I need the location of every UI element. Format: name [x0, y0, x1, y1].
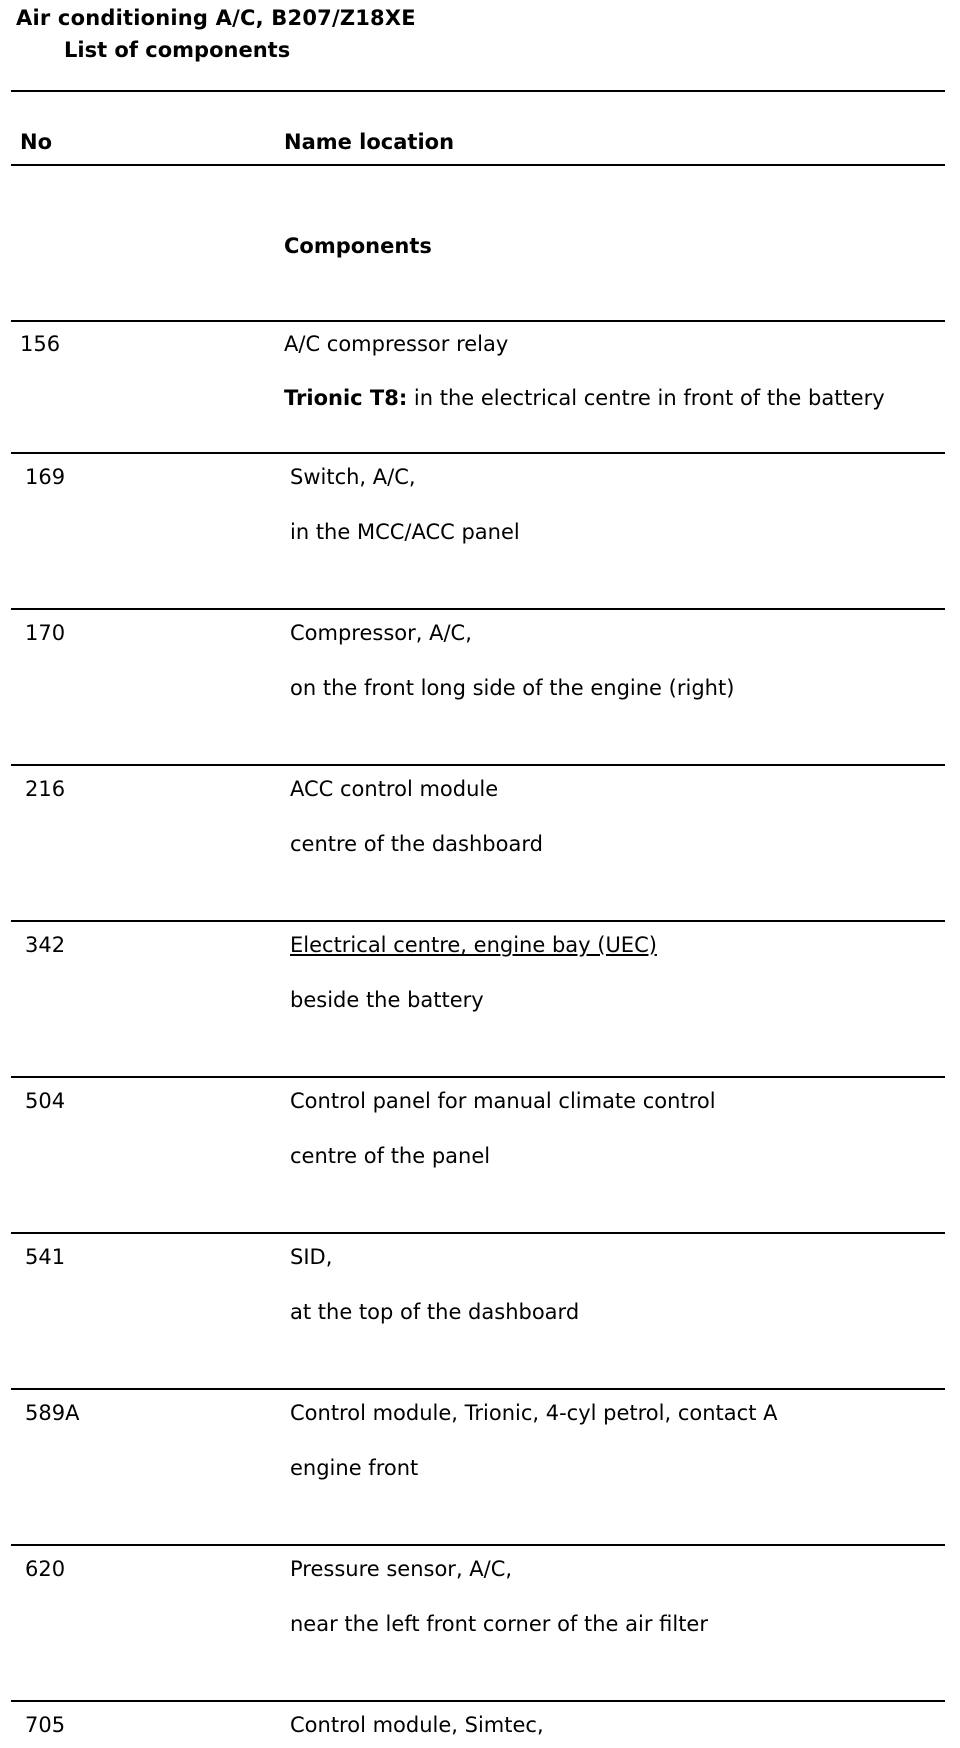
row-location: in the MCC/ACC panel: [290, 520, 520, 544]
row-separator: [11, 1388, 945, 1390]
row-separator: [11, 1700, 945, 1702]
row-name: Compressor, A/C,: [290, 621, 472, 645]
row-name: ACC control module: [290, 777, 499, 801]
document-subtitle: List of components: [64, 38, 291, 62]
row-number: 589A: [25, 1401, 80, 1425]
row-number: 705: [25, 1713, 66, 1737]
row-location: engine front: [290, 1456, 419, 1480]
row-separator: [11, 920, 945, 922]
column-header-name-location: Name location: [284, 130, 455, 154]
row-number: 170: [25, 621, 66, 645]
column-header-no: No: [20, 130, 53, 154]
row-number: 169: [25, 465, 66, 489]
row-number: 156: [20, 332, 61, 356]
row-separator: [11, 1232, 945, 1234]
row-location-label: Trionic T8:: [284, 386, 408, 410]
row-name: Control module, Trionic, 4-cyl petrol, contact A: [290, 1401, 778, 1425]
row-name: Control panel for manual climate control: [290, 1089, 716, 1113]
row-separator: [11, 1076, 945, 1078]
row-number: 216: [25, 777, 66, 801]
row-name: SID,: [290, 1245, 333, 1269]
row-location: near the left front corner of the air filter: [290, 1612, 708, 1636]
row-name: Pressure sensor, A/C,: [290, 1557, 513, 1581]
row-separator: [11, 320, 945, 322]
row-name-link[interactable]: Electrical centre, engine bay (UEC): [290, 933, 657, 957]
row-number: 541: [25, 1245, 66, 1269]
header-bottom-rule: [11, 164, 945, 166]
row-separator: [11, 764, 945, 766]
row-number: 620: [25, 1557, 66, 1581]
row-location: [284, 386, 885, 410]
row-location: beside the battery: [290, 988, 484, 1012]
row-name: A/C compressor relay: [284, 332, 509, 356]
section-heading: Components: [284, 234, 432, 258]
row-separator: [11, 608, 945, 610]
row-location-text: in the electrical centre in front of the battery: [407, 386, 885, 410]
row-name: Control module, Simtec,: [290, 1713, 544, 1737]
row-separator: [11, 1544, 945, 1546]
row-number: 504: [25, 1089, 66, 1113]
row-location: at the top of the dashboard: [290, 1300, 580, 1324]
header-top-rule: [11, 90, 945, 92]
row-separator: [11, 452, 945, 454]
row-name: Switch, A/C,: [290, 465, 416, 489]
document-title: Air conditioning A/C, B207/Z18XE: [16, 6, 416, 30]
row-location: centre of the dashboard: [290, 832, 543, 856]
row-number: 342: [25, 933, 66, 957]
row-location: on the front long side of the engine (right): [290, 676, 735, 700]
row-location: centre of the panel: [290, 1144, 491, 1168]
